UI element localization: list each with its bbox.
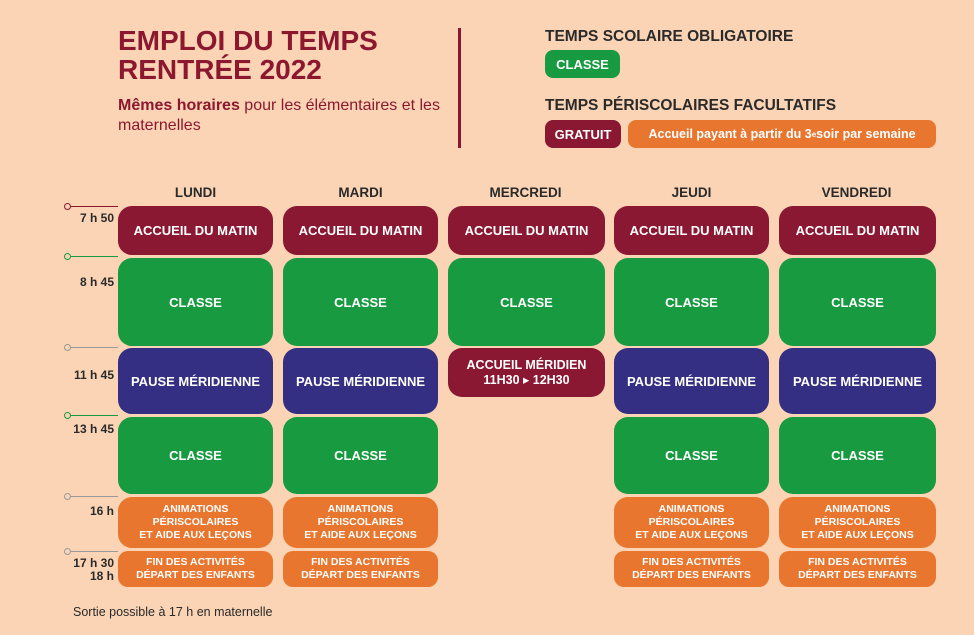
page-title xyxy=(118,26,378,84)
time-label: 13 h 45 xyxy=(73,422,114,436)
animations-line-2: PÉRISCOLAIRES xyxy=(648,516,735,528)
legend-gratuit-pill: GRATUIT xyxy=(545,120,621,148)
day-header-mardi: MARDI xyxy=(338,185,383,200)
header-divider xyxy=(458,28,461,148)
footnote: Sortie possible à 17 h en maternelle xyxy=(73,605,273,619)
fin-line-1: FIN DES ACTIVITÉS xyxy=(808,556,907,568)
day-header-mercredi: MERCREDI xyxy=(489,185,562,200)
payant-sup: e xyxy=(811,129,817,139)
time-label: 8 h 45 xyxy=(79,275,114,289)
time-tick xyxy=(68,496,118,497)
block-classe: CLASSE xyxy=(283,258,438,346)
block-accueil-matin: ACCUEIL DU MATIN xyxy=(614,206,769,255)
fin-line-1: FIN DES ACTIVITÉS xyxy=(311,556,410,568)
fin-line-1: FIN DES ACTIVITÉS xyxy=(146,556,245,568)
time-label: 18 h xyxy=(89,569,114,583)
day-header-lundi: LUNDI xyxy=(174,185,217,200)
block-classe: CLASSE xyxy=(283,417,438,494)
time-label: 16 h xyxy=(89,504,114,518)
title-line-1: EMPLOI DU TEMPS xyxy=(118,25,378,56)
day-header-jeudi: JEUDI xyxy=(671,185,712,200)
fin-line-1: FIN DES ACTIVITÉS xyxy=(642,556,741,568)
time-tick xyxy=(68,347,118,348)
fin-line-2: DÉPART DES ENFANTS xyxy=(798,569,917,581)
animations-line-2: PÉRISCOLAIRES xyxy=(317,516,404,528)
legend-mandatory-heading: TEMPS SCOLAIRE OBLIGATOIRE xyxy=(545,28,794,45)
title-line-2: RENTRÉE 2022 xyxy=(118,54,322,85)
animations-line-1: ANIMATIONS xyxy=(327,503,394,515)
subtitle-rest: pour les élémentaires et les maternelles xyxy=(118,97,440,134)
subtitle-bold: Mêmes horaires xyxy=(118,97,240,114)
fin-line-2: DÉPART DES ENFANTS xyxy=(632,569,751,581)
block-classe: CLASSE xyxy=(614,258,769,346)
animations-line-1: ANIMATIONS xyxy=(658,503,725,515)
legend-optional-heading: TEMPS PÉRISCOLAIRES FACULTATIFS xyxy=(545,97,837,114)
fin-line-2: DÉPART DES ENFANTS xyxy=(301,569,420,581)
day-header-vendredi: VENDREDI xyxy=(821,185,892,200)
legend-classe-pill: CLASSE xyxy=(545,50,620,78)
block-accueil-matin: ACCUEIL DU MATIN xyxy=(779,206,936,255)
accueil-meridien-line-2: 11H30 ▸ 12H30 xyxy=(483,372,570,387)
block-animations xyxy=(283,497,438,548)
block-fin-activites xyxy=(118,551,273,587)
time-label: 7 h 50 xyxy=(79,211,114,225)
time-label: 17 h 30 xyxy=(73,556,114,570)
block-animations xyxy=(118,497,273,548)
animations-line-3: ET AIDE AUX LEÇONS xyxy=(635,529,748,541)
block-pause-meridienne: PAUSE MÉRIDIENNE xyxy=(118,348,273,414)
animations-line-3: ET AIDE AUX LEÇONS xyxy=(139,529,252,541)
animations-line-1: ANIMATIONS xyxy=(824,503,891,515)
animations-line-2: PÉRISCOLAIRES xyxy=(152,516,239,528)
animations-line-3: ET AIDE AUX LEÇONS xyxy=(801,529,914,541)
block-classe: CLASSE xyxy=(118,258,273,346)
time-tick xyxy=(68,551,118,552)
fin-line-2: DÉPART DES ENFANTS xyxy=(136,569,255,581)
page-subtitle xyxy=(118,96,448,136)
block-pause-meridienne: PAUSE MÉRIDIENNE xyxy=(614,348,769,414)
block-fin-activites xyxy=(283,551,438,587)
block-pause-meridienne: PAUSE MÉRIDIENNE xyxy=(779,348,936,414)
legend-payant-pill xyxy=(628,120,936,148)
animations-line-2: PÉRISCOLAIRES xyxy=(814,516,901,528)
block-classe: CLASSE xyxy=(448,258,605,346)
block-fin-activites xyxy=(779,551,936,587)
animations-line-1: ANIMATIONS xyxy=(162,503,229,515)
block-classe: CLASSE xyxy=(779,417,936,494)
payant-text: Accueil payant à partir du 3 xyxy=(648,127,812,141)
block-classe: CLASSE xyxy=(614,417,769,494)
block-accueil-matin: ACCUEIL DU MATIN xyxy=(448,206,605,255)
block-accueil-matin: ACCUEIL DU MATIN xyxy=(283,206,438,255)
block-animations xyxy=(779,497,936,548)
block-animations xyxy=(614,497,769,548)
block-accueil-matin: ACCUEIL DU MATIN xyxy=(118,206,273,255)
block-fin-activites xyxy=(614,551,769,587)
block-pause-meridienne: PAUSE MÉRIDIENNE xyxy=(283,348,438,414)
time-tick xyxy=(68,256,118,257)
block-accueil-meridien xyxy=(448,348,605,397)
time-tick xyxy=(68,415,118,416)
time-label: 11 h 45 xyxy=(73,368,114,382)
accueil-meridien-line-1: ACCUEIL MÉRIDIEN xyxy=(466,357,587,372)
block-classe: CLASSE xyxy=(118,417,273,494)
animations-line-3: ET AIDE AUX LEÇONS xyxy=(304,529,417,541)
block-classe: CLASSE xyxy=(779,258,936,346)
payant-text-end: soir par semaine xyxy=(816,127,916,141)
time-tick xyxy=(68,206,118,207)
